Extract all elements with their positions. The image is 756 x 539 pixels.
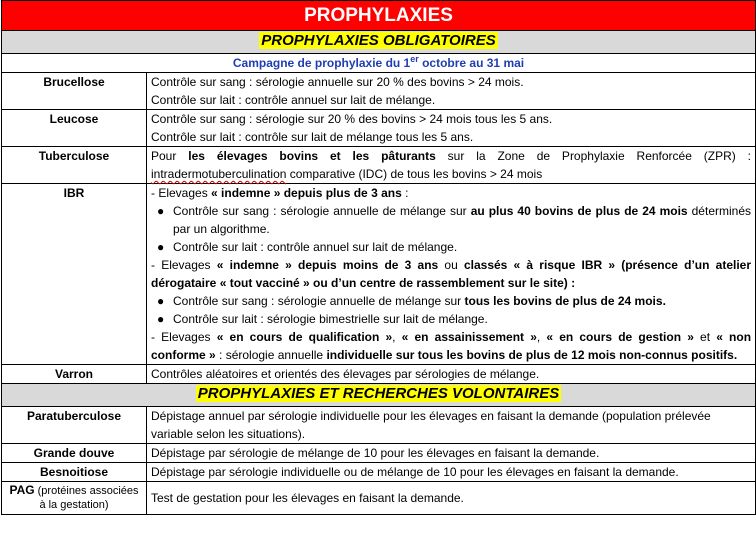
disease-label-leucose: Leucose (2, 110, 147, 147)
bullet-icon: ● (157, 294, 165, 308)
voluntary-heading-row (2, 384, 756, 407)
text-run-bold: « indemne » depuis plus de 3 ans (211, 186, 402, 200)
disease-desc-grande-douve (147, 444, 756, 463)
disease-label-ibr: IBR (2, 184, 147, 365)
text-run-bold: « en assainissement » (401, 330, 537, 344)
table-row (2, 482, 756, 515)
text-run-bold: les élevages bovins et les pâturants (188, 149, 436, 163)
disease-desc-varron (147, 365, 756, 384)
mandatory-section-cell (2, 31, 756, 54)
table-row (2, 365, 756, 384)
disease-label-grande-douve: Grande douve (2, 444, 147, 463)
desc-line: Dépistage annuel par sérologie individuelle pour les élevages en faisant la demande (population prélevée variable selon les situations). (151, 409, 711, 441)
desc-line: Contrôle sur sang : sérologie annuelle sur 20 % des bovins > 24 mois. (151, 75, 524, 89)
text-run: - Elevages (151, 258, 217, 272)
text-run: comparative (IDC) de tous les bovins > 24 mois (286, 167, 543, 181)
list-item (151, 238, 751, 256)
text-run-bold: au plus 40 bovins de plus de 24 mois (470, 204, 688, 218)
table-row (2, 463, 756, 482)
text-run: et (693, 330, 717, 344)
bullet-icon: ● (157, 312, 165, 326)
disease-desc-paratuberculose (147, 407, 756, 444)
page-title: PROPHYLAXIES (2, 1, 756, 31)
text-run: : (401, 186, 409, 200)
voluntary-section-heading: PROPHYLAXIES ET RECHERCHES VOLONTAIRES (197, 385, 560, 402)
disease-label-paratuberculose: Paratuberculose (2, 407, 147, 444)
disease-desc-tuberculose (147, 147, 756, 184)
desc-line: Contrôle sur sang : sérologie sur 20 % des bovins > 24 mois tous les 5 ans. (151, 112, 553, 126)
desc-line: Contrôles aléatoires et orientés des élevages par sérologies de mélange. (151, 367, 540, 381)
disease-label-brucellose: Brucellose (2, 73, 147, 110)
text-run-bold: classés « à risque IBR » (présence d’un atelier dérogataire « tout vacciné » ou d’un centre de rassemblement sur le site) : (151, 258, 752, 290)
ibr-group-2 (151, 256, 751, 292)
desc-line: Dépistage par sérologie de mélange de 10 pour les élevages en faisant la demande. (151, 446, 600, 460)
disease-label-tuberculose: Tuberculose (2, 147, 147, 184)
list-item-text (173, 202, 751, 238)
bullet-icon: ● (157, 240, 165, 254)
campaign-prefix: Campagne de prophylaxie du 1 (232, 56, 411, 70)
text-run: Contrôle sur sang : sérologie annuelle de mélange sur (173, 294, 465, 308)
text-run-bold: tous les bovins de plus de 24 mois. (464, 294, 666, 308)
table-row (2, 444, 756, 463)
text-run: déterminés par un algorithme. (173, 204, 751, 236)
campaign-suffix: octobre au 31 mai (418, 56, 525, 70)
text-run-bold: individuelle sur tous les bovins de plus de 12 mois non-connus positifs. (326, 348, 738, 362)
table-row (2, 110, 756, 147)
desc-line: Test de gestation pour les élevages en faisant la demande. (151, 491, 464, 505)
disease-desc-brucellose (147, 73, 756, 110)
list-item (151, 202, 751, 238)
text-run: Pour (151, 149, 189, 163)
disease-label-pag (2, 482, 147, 515)
text-run: , (536, 330, 547, 344)
list-item-text (173, 292, 751, 310)
mandatory-heading-row (2, 31, 756, 54)
mandatory-section-heading: PROPHYLAXIES OBLIGATOIRES (261, 32, 496, 49)
list-item (151, 292, 751, 310)
ibr-group-3 (151, 328, 751, 364)
disease-desc-ibr (147, 184, 756, 365)
text-run-bold: « en cours de gestion » (546, 330, 694, 344)
text-run-bold: « non conforme » (151, 330, 752, 362)
desc-line: Contrôle sur lait : contrôle annuel sur lait de mélange. (151, 93, 436, 107)
text-run: sur la Zone de Prophylaxie Renforcée (ZPR) : (435, 149, 751, 163)
title-row (2, 1, 756, 31)
table-row (2, 73, 756, 110)
disease-desc-pag (147, 482, 756, 515)
list-item (151, 310, 751, 328)
table-row (2, 184, 756, 365)
list-item-text: Contrôle sur lait : contrôle annuel sur lait de mélange. (173, 240, 458, 254)
pag-name-detail: (protéines associées à la gestation) (34, 485, 139, 511)
disease-desc-leucose (147, 110, 756, 147)
text-run: Contrôle sur sang : sérologie annuelle de mélange sur (173, 204, 471, 218)
prophylaxies-document (1, 0, 755, 515)
bullet-icon: ● (157, 204, 165, 218)
ibr-group-1 (151, 184, 751, 202)
desc-line: Dépistage par sérologie individuelle ou de mélange de 10 pour les élevages en faisant la demande. (151, 465, 679, 479)
text-run-bold: « indemne » depuis moins de 3 ans (216, 258, 439, 272)
pag-name: PAG (9, 483, 35, 497)
desc-line: Contrôle sur lait : contrôle sur lait de mélange tous les 5 ans. (151, 130, 474, 144)
table-row (2, 407, 756, 444)
text-run: - Elevages (151, 186, 212, 200)
disease-label-besnoitiose: Besnoitiose (2, 463, 147, 482)
disease-label-varron: Varron (2, 365, 147, 384)
list-item-text: Contrôle sur lait : sérologie bimestrielle sur lait de mélange. (173, 312, 488, 326)
text-run: ou (438, 258, 464, 272)
text-run: - Elevages (151, 330, 217, 344)
desc-paragraph (151, 147, 751, 183)
spellcheck-word: intradermotuberculination (151, 167, 287, 181)
campaign-superscript: er (410, 54, 419, 64)
text-run: : sérologie annuelle (215, 348, 327, 362)
campaign-heading (2, 54, 756, 73)
campaign-row (2, 54, 756, 73)
voluntary-section-cell (2, 384, 756, 407)
table-row (2, 147, 756, 184)
text-run-bold: « en cours de qualification » (216, 330, 393, 344)
prophylaxies-table (1, 0, 756, 515)
text-run: , (392, 330, 402, 344)
disease-desc-besnoitiose (147, 463, 756, 482)
